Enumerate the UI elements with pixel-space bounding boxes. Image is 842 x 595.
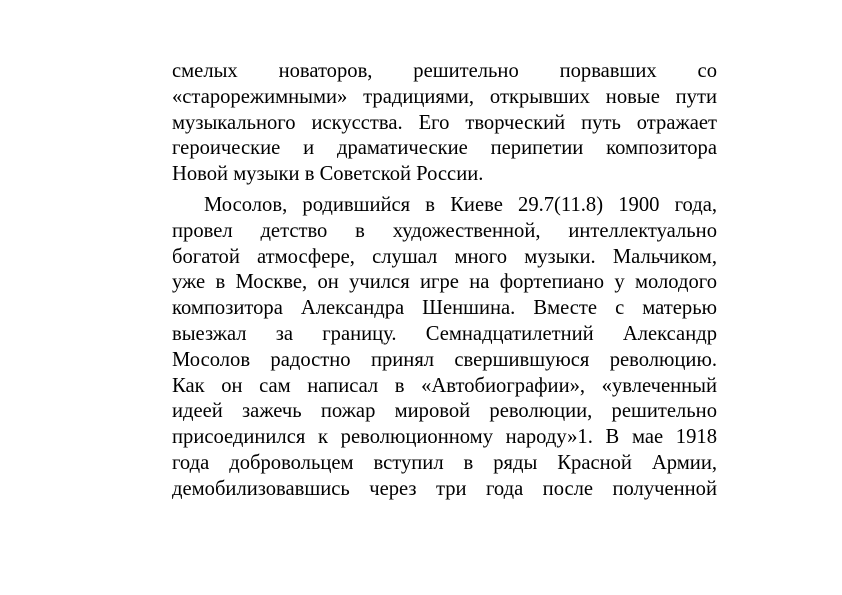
text-line: Новой музыки в Советской России.: [172, 163, 484, 186]
text-line: провел детство в художественной, интеллектуально: [172, 219, 717, 242]
text-line: композитора Александра Шеншина. Вместе с матерью: [172, 297, 717, 320]
text-line: присоединился к революционному народу»1. В мае 1918: [172, 426, 717, 449]
text-line: демобилизовавшись через три года после полученной: [172, 477, 717, 500]
text-line: года добровольцем вступил в ряды Красной Армии,: [172, 451, 717, 474]
text-line: Мосолов радостно принял свершившуюся революцию.: [172, 348, 717, 371]
text-line: Мосолов, родившийся в Киеве 29.7(11.8) 1900 года,: [204, 193, 717, 216]
text-line: героические и драматические перипетии композитора: [172, 137, 717, 160]
text-line: смелых новаторов, решительно порвавших со: [172, 60, 717, 82]
body-text: [172, 59, 717, 503]
paragraph-2: [172, 193, 717, 503]
text-line: идеей зажечь пожар мировой революции, решительно: [172, 400, 717, 423]
text-line: Как он сам написал в «Автобиографии», «увлеченный: [172, 374, 717, 397]
paragraph-1: [172, 59, 717, 188]
text-line: «старорежимными» традициями, открывших новые пути: [172, 85, 717, 108]
text-line: уже в Москве, он учился игре на фортепиано у молодого: [172, 271, 717, 294]
text-line: музыкального искусства. Его творческий путь отражает: [172, 111, 717, 134]
text-line: выезжал за границу. Семнадцатилетний Александр: [172, 322, 717, 345]
text-line: богатой атмосфере, слушал много музыки. Мальчиком,: [172, 245, 717, 268]
